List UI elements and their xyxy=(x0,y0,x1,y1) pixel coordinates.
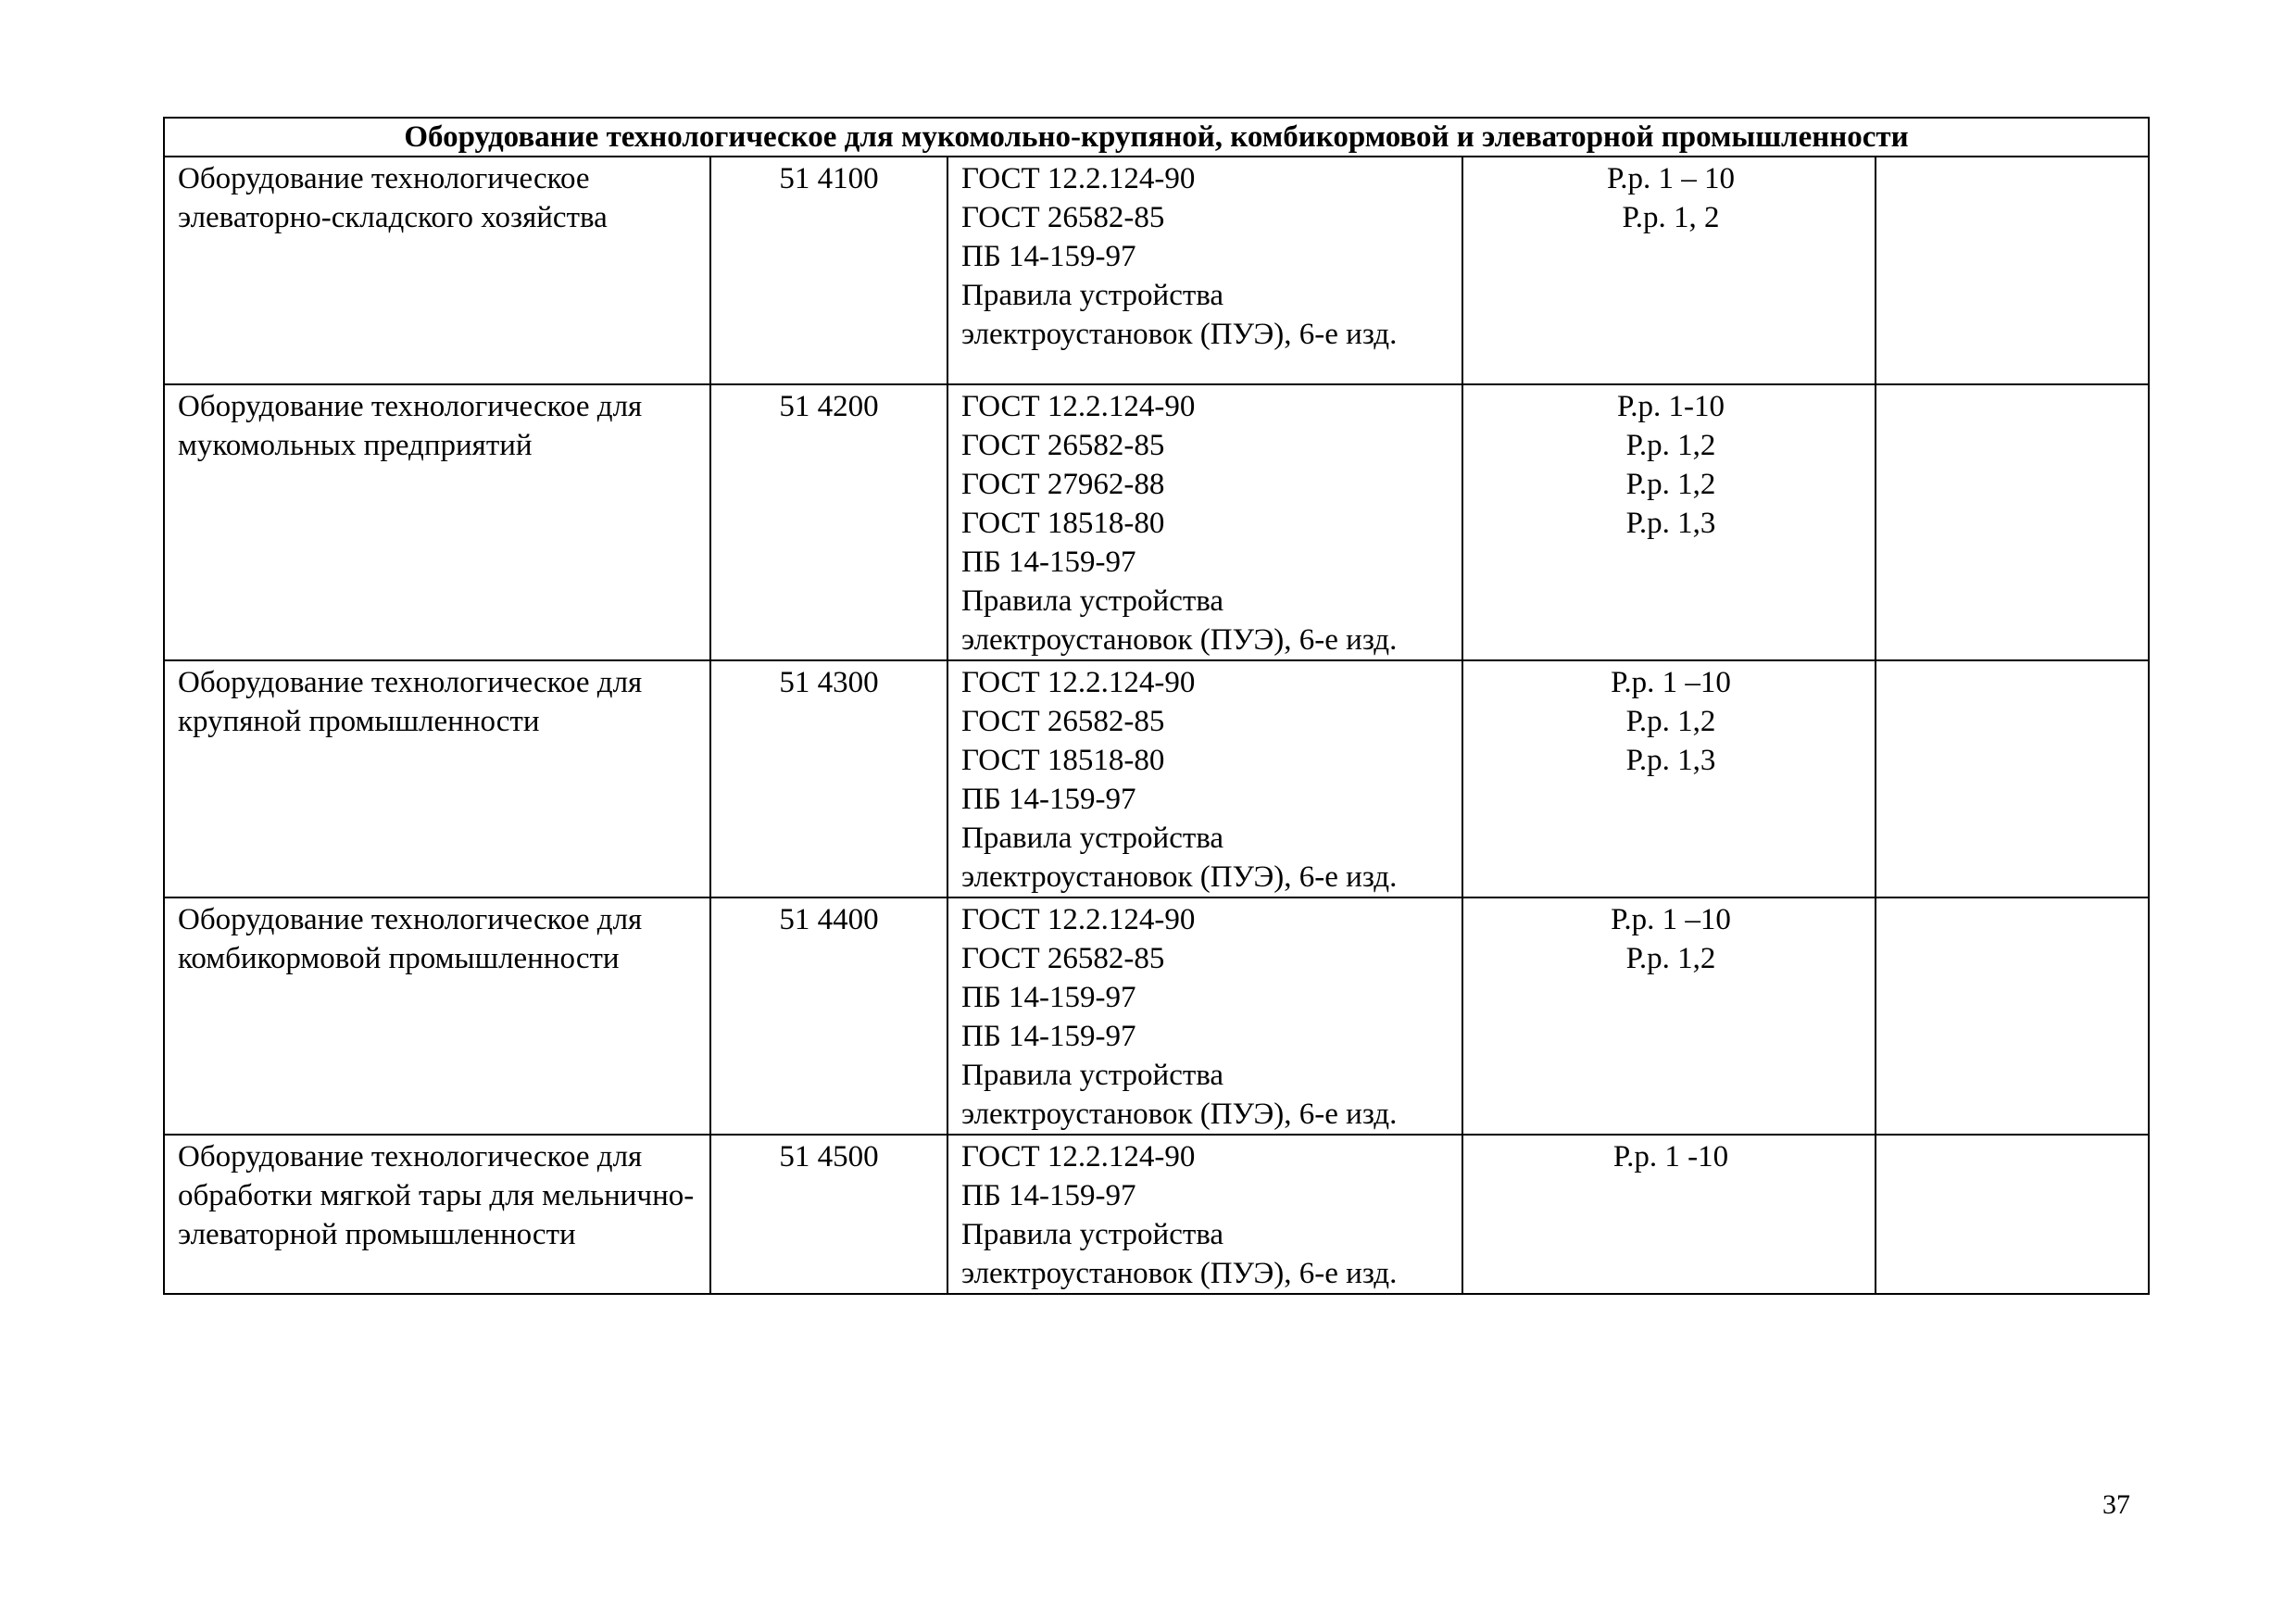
section-line: Р.р. 1,2 xyxy=(1625,942,1716,975)
empty-cell xyxy=(1876,384,2149,660)
table-row xyxy=(164,157,2149,384)
empty-cell xyxy=(1876,1135,2149,1294)
standard-line: электроустановок (ПУЭ), 6-е изд. xyxy=(961,860,1398,894)
table-row xyxy=(164,660,2149,897)
standard-line: ПБ 14-159-97 xyxy=(961,240,1136,273)
standard-line: ГОСТ 18518-80 xyxy=(961,744,1165,777)
standards-cell xyxy=(947,157,1462,384)
section-line: Р.р. 1,2 xyxy=(1625,705,1716,738)
table-header: Оборудование технологическое для мукомольно-крупяной, комбикормовой и элеваторной промышленности xyxy=(164,118,2149,157)
standards-cell xyxy=(947,897,1462,1135)
standard-line: Правила устройства xyxy=(961,584,1224,618)
standards-cell xyxy=(947,660,1462,897)
sections-cell xyxy=(1462,1135,1876,1294)
sections-cell xyxy=(1462,384,1876,660)
standard-line: ГОСТ 12.2.124-90 xyxy=(961,390,1196,423)
standard-line: электроустановок (ПУЭ), 6-е изд. xyxy=(961,1098,1398,1131)
classification-code-cell: 51 4500 xyxy=(710,1135,947,1294)
section-line: Р.р. 1 -10 xyxy=(1612,1140,1729,1173)
standard-line: ГОСТ 27962-88 xyxy=(961,468,1165,501)
equipment-standards-table xyxy=(163,117,2150,1295)
table-row xyxy=(164,384,2149,660)
standard-line: электроустановок (ПУЭ), 6-е изд. xyxy=(961,623,1398,657)
equipment-name-cell: Оборудование технологическое элеваторно-складского хозяйства xyxy=(164,157,710,384)
standard-line: ГОСТ 26582-85 xyxy=(961,429,1165,462)
table-row xyxy=(164,897,2149,1135)
standards-cell xyxy=(947,384,1462,660)
standard-line: электроустановок (ПУЭ), 6-е изд. xyxy=(961,1257,1398,1290)
section-line: Р.р. 1 – 10 xyxy=(1607,162,1735,195)
standard-line: ГОСТ 26582-85 xyxy=(961,705,1165,738)
standard-line: Правила устройства xyxy=(961,279,1224,312)
standard-line: ГОСТ 12.2.124-90 xyxy=(961,903,1196,936)
section-line: Р.р. 1,3 xyxy=(1625,507,1716,540)
section-line: Р.р. 1, 2 xyxy=(1622,201,1720,234)
table-header-row xyxy=(164,118,2149,157)
table-row xyxy=(164,1135,2149,1294)
standard-line: электроустановок (ПУЭ), 6-е изд. xyxy=(961,318,1398,351)
classification-code-cell: 51 4300 xyxy=(710,660,947,897)
classification-code-cell: 51 4400 xyxy=(710,897,947,1135)
classification-code-cell: 51 4100 xyxy=(710,157,947,384)
section-line: Р.р. 1 –10 xyxy=(1611,903,1731,936)
equipment-name-cell: Оборудование технологическое для комбикормовой промышленности xyxy=(164,897,710,1135)
standard-line: ПБ 14-159-97 xyxy=(961,1020,1136,1053)
standard-line: ГОСТ 12.2.124-90 xyxy=(961,666,1196,699)
standard-line: ПБ 14-159-97 xyxy=(961,981,1136,1014)
standard-line: ГОСТ 26582-85 xyxy=(961,201,1165,234)
page-number: 37 xyxy=(2102,1489,2130,1520)
standard-line: ГОСТ 12.2.124-90 xyxy=(961,1140,1196,1173)
equipment-name-cell: Оборудование технологическое для обработки мягкой тары для мельнично-элеваторной промышленности xyxy=(164,1135,710,1294)
standard-line: Правила устройства xyxy=(961,1059,1224,1092)
standard-line: ГОСТ 26582-85 xyxy=(961,942,1165,975)
section-line: Р.р. 1 –10 xyxy=(1611,666,1731,699)
classification-code-cell: 51 4200 xyxy=(710,384,947,660)
section-line: Р.р. 1,2 xyxy=(1625,468,1716,501)
empty-cell xyxy=(1876,157,2149,384)
section-line: Р.р. 1,2 xyxy=(1625,429,1716,462)
section-line: Р.р. 1,3 xyxy=(1625,744,1716,777)
standards-cell xyxy=(947,1135,1462,1294)
equipment-name-cell: Оборудование технологическое для крупяной промышленности xyxy=(164,660,710,897)
section-line: Р.р. 1-10 xyxy=(1617,390,1725,423)
standard-line: Правила устройства xyxy=(961,822,1224,855)
standard-line: ГОСТ 18518-80 xyxy=(961,507,1165,540)
sections-cell xyxy=(1462,660,1876,897)
standard-line: ПБ 14-159-97 xyxy=(961,546,1136,579)
empty-cell xyxy=(1876,660,2149,897)
standard-line: ГОСТ 12.2.124-90 xyxy=(961,162,1196,195)
standard-line: ПБ 14-159-97 xyxy=(961,1179,1136,1212)
sections-cell xyxy=(1462,897,1876,1135)
standard-line: Правила устройства xyxy=(961,1218,1224,1251)
standard-line: ПБ 14-159-97 xyxy=(961,783,1136,816)
sections-cell xyxy=(1462,157,1876,384)
empty-cell xyxy=(1876,897,2149,1135)
equipment-name-cell: Оборудование технологическое для мукомольных предприятий xyxy=(164,384,710,660)
